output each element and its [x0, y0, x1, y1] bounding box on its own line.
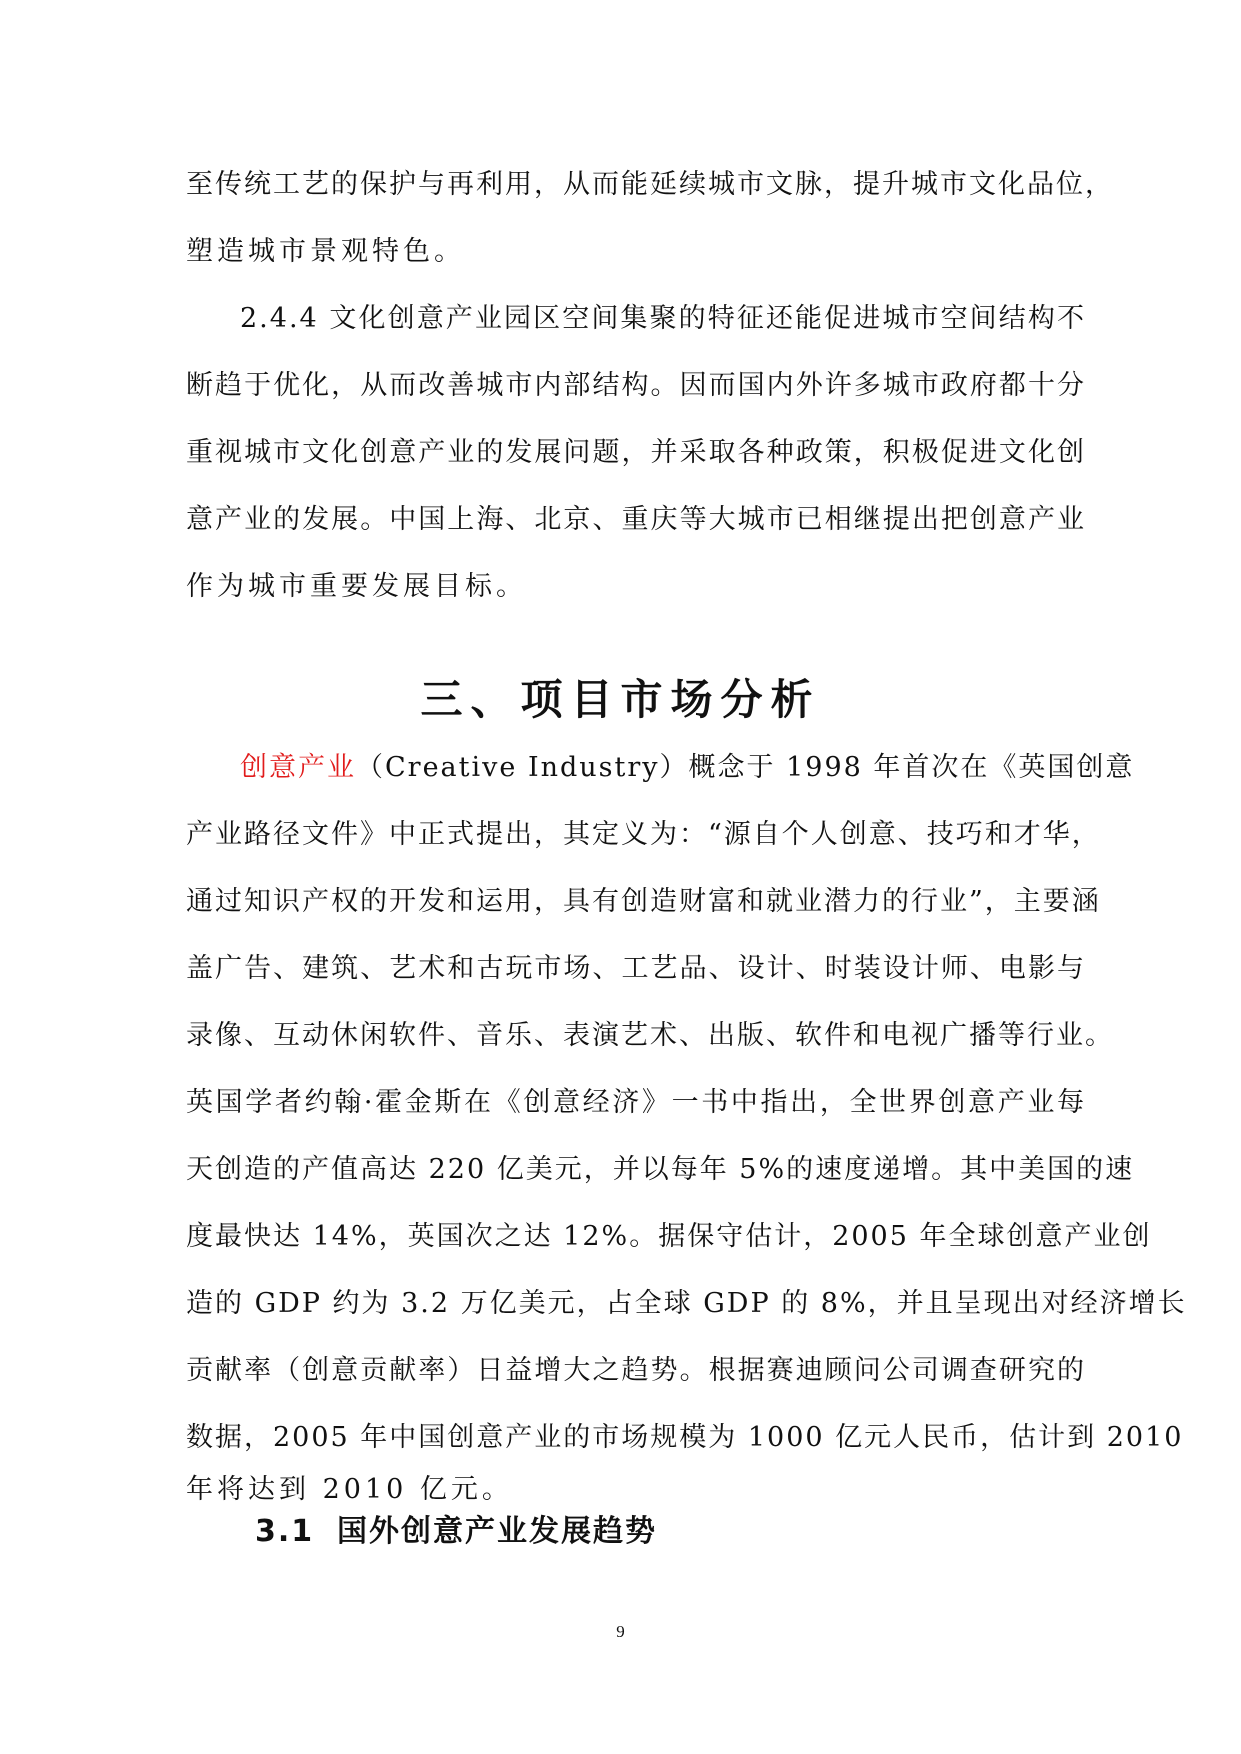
paragraph-line — [240, 748, 1135, 788]
paragraph-line: 数据，2005 年中国创意产业的市场规模为 1000 亿元人民币，估计到 2010 — [186, 1422, 1184, 1453]
highlighted-term: 创意产业 — [240, 752, 356, 783]
subsection-title: 国外创意产业发展趋势 — [337, 1514, 657, 1549]
paragraph-line: 盖广告、建筑、艺术和古玩市场、工艺品、设计、时装设计师、电影与 — [186, 953, 1086, 984]
paragraph-line: 重视城市文化创意产业的发展问题，并采取各种政策，积极促进文化创 — [186, 437, 1086, 468]
chapter-heading: 三、项目市场分析 — [420, 675, 821, 724]
paragraph-line: 天创造的产值高达 220 亿美元，并以每年 5%的速度递增。其中美国的速 — [186, 1154, 1135, 1185]
paragraph-line: 塑造城市景观特色。 — [186, 236, 465, 267]
paragraph-line: 度最快达 14%，英国次之达 12%。据保守估计，2005 年全球创意产业创 — [186, 1221, 1152, 1252]
paragraph-line: 造的 GDP 约为 3.2 万亿美元，占全球 GDP 的 8%，并且呈现出对经济增长 — [186, 1288, 1187, 1319]
subsection-number: 3.1 — [255, 1514, 315, 1549]
paragraph-line: 产业路径文件》中正式提出，其定义为：“源自个人创意、技巧和才华， — [186, 819, 1101, 850]
paragraph-line: 意产业的发展。中国上海、北京、重庆等大城市已相继提出把创意产业 — [186, 504, 1086, 535]
page-number: 9 — [616, 1622, 625, 1641]
subsection-heading — [255, 1512, 657, 1552]
paragraph-line: 年将达到 2010 亿元。 — [186, 1474, 513, 1505]
paragraph-line: 通过知识产权的开发和运用，具有创造财富和就业潜力的行业”，主要涵 — [186, 886, 1101, 917]
paragraph-line: 2.4.4 文化创意产业园区空间集聚的特征还能促进城市空间结构不 — [240, 303, 1086, 334]
paragraph-line: 贡献率（创意贡献率）日益增大之趋势。根据赛迪顾问公司调查研究的 — [186, 1355, 1086, 1386]
paragraph-line: 作为城市重要发展目标。 — [186, 571, 527, 602]
paragraph-line: 断趋于优化，从而改善城市内部结构。因而国内外许多城市政府都十分 — [186, 370, 1086, 401]
paragraph-line: 至传统工艺的保护与再利用，从而能延续城市文脉，提升城市文化品位， — [186, 169, 1114, 200]
paragraph-line: 录像、互动休闲软件、音乐、表演艺术、出版、软件和电视广播等行业。 — [186, 1020, 1114, 1051]
line-text: （Creative Industry）概念于 1998 年首次在《英国创意 — [356, 752, 1135, 783]
paragraph-line: 英国学者约翰·霍金斯在《创意经济》一书中指出，全世界创意产业每 — [186, 1087, 1086, 1118]
